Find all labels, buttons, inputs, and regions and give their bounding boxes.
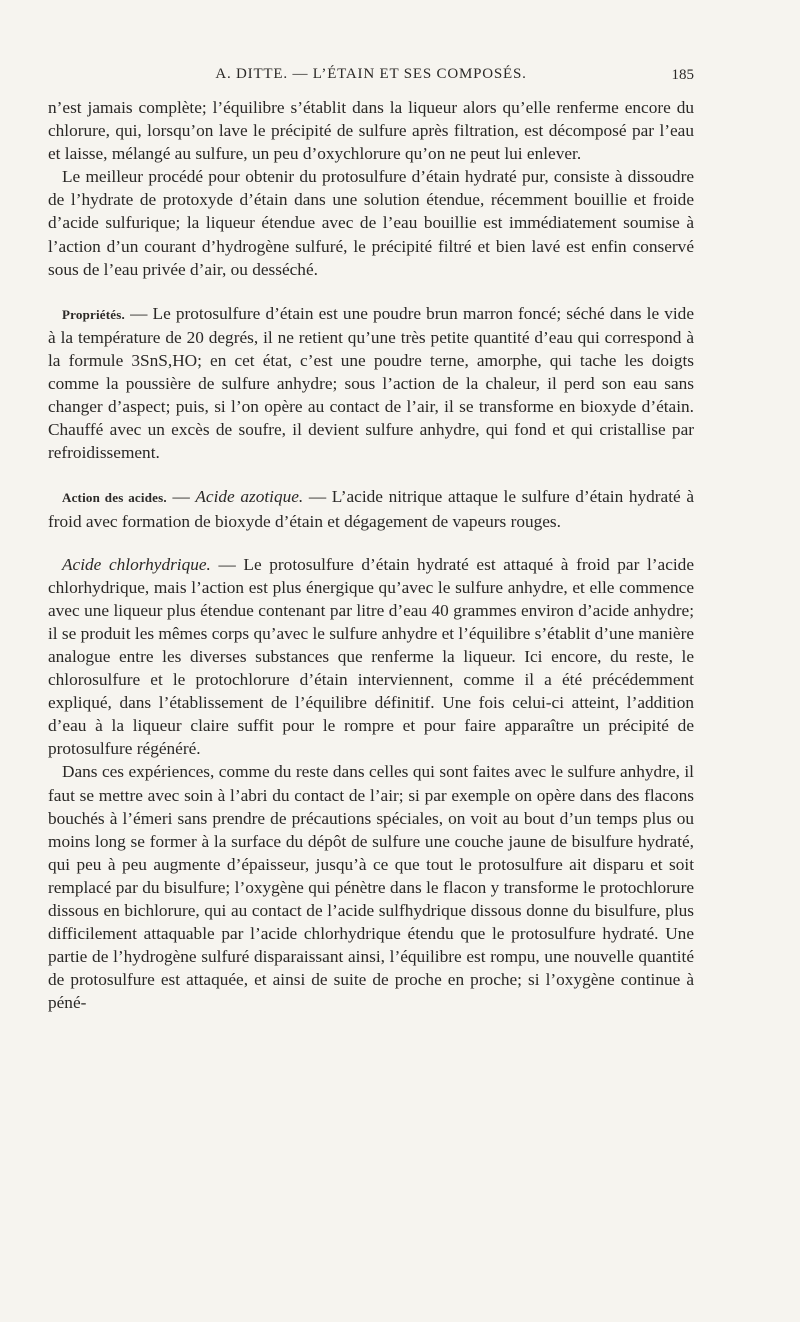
page-number: 185 bbox=[671, 67, 694, 83]
acids-dash: — bbox=[166, 487, 196, 507]
paragraph-action-acids bbox=[48, 485, 694, 532]
paragraph-experiments: Dans ces expériences, comme du reste dans celles qui sont faites avec le sulfure anhydre, il faut se mettre avec soin à l’abri du contact de l’air; si par exemple on opère dans des flacons bouchés à l’émeri sans prendre de précautions spéciales, on voit au bout d’un temps plus ou moins long se former à la surface du dépôt de sulfure une couche jaune de bisulfure hydraté, qui peu à peu augmente d’épaisseur, jusqu’à ce que tout le protosulfure ait disparu et soit remplacé par du bisulfure; l’oxygène qui pénètre dans le flacon y transforme le protochlorure dissous en bichlorure, qui au contact de l’acide sulfhydrique dissous donne du bisulfure, plus difficilement attaquable par l’acide chlorhydrique étendu que le protosulfure hydraté. Une partie de l’hydrogène sulfuré disparaissant ainsi, l’équilibre est rompu, une nouvelle quantité de protosulfure est attaquée, et ainsi de suite de proche en proche; si l’oxygène continue à péné- bbox=[48, 762, 694, 1013]
running-header bbox=[48, 66, 694, 88]
properties-text: — Le protosulfure d’étain est une poudre brun marron foncé; séché dans le vide à la température de 20 degrés, il ne retient qu’une très petite quantité d’eau qui correspond à la formule 3SnS,HO; en cet état, c’est une poudre terne, amorphe, qui tache les doigts comme la poussière de sulfure anhydre; sous l’action de la chaleur, il perd son eau sans changer d’aspect; puis, si l’on opère au contact de l’air, il se transforme en bioxyde d’étain. Chauffé avec un excès de soufre, il devient sulfure anhydre, qui fond et qui cristallise par refroidissement. bbox=[48, 303, 694, 463]
running-title: A. DITTE. — L’ÉTAIN ET SES COMPOSÉS. bbox=[215, 66, 527, 82]
section-heading-properties: Propriétés. bbox=[62, 306, 125, 322]
nitric-acid-text: — L’acide nitrique attaque le sulfure d’étain hydraté à froid avec formation de bioxyde d’étain et dégagement de vapeurs rouges. bbox=[48, 487, 694, 531]
section-heading-acids: Action des acides. bbox=[62, 490, 167, 506]
subheading-hydrochloric-acid: Acide chlorhydrique. bbox=[62, 554, 211, 574]
paragraph-continuation: n’est jamais complète; l’équilibre s’établit dans la liqueur alors qu’elle renferme encore du chlorure, qui, lorsqu’on lave le précipité de sulfure après filtration, est décomposé par l’eau et laisse, mélangé au sulfure, un peu d’oxychlorure qu’on ne peut lui enlever. bbox=[48, 98, 694, 164]
paragraph-properties bbox=[48, 302, 694, 465]
paragraph-preparation: Le meilleur procédé pour obtenir du protosulfure d’étain hydraté pur, consiste à dissoudre de l’hydrate de protoxyde d’étain dans une solution étendue, récemment bouillie et froide d’acide sulfurique; la liqueur étendue avec de l’eau bouillie est immédiatement soumise à l’action d’un courant d’hydrogène sulfuré, le précipité filtré et bien lavé est enfin conservé sous de l’eau privée d’air, ou desséché. bbox=[48, 167, 694, 279]
subheading-nitric-acid: Acide azotique. bbox=[195, 487, 304, 507]
paragraph-hydrochloric bbox=[48, 553, 694, 761]
text-body bbox=[48, 96, 694, 1014]
hydrochloric-text: — Le protosulfure d’étain hydraté est attaqué à froid par l’acide chlorhydrique, mais l’action est plus énergique qu’avec le sulfure anhydre, et elle commence avec une liqueur plus étendue contenant par litre d’eau 40 grammes environ d’acide anhydre; il se produit les mêmes corps qu’avec le sulfure anhydre et l’équilibre s’établit d’une manière analogue entre les diverses substances que renferme la liqueur. Ici encore, du reste, le chlorosulfure et le protochlorure d’étain interviennent, comme il a été précédemment expliqué, dans l’établissement de l’équilibre définitif. Une fois celui-ci atteint, l’addition d’eau à la liqueur claire suffit pour le rompre et pour faire apparaître un précipité de protosulfure régénéré. bbox=[48, 554, 694, 759]
